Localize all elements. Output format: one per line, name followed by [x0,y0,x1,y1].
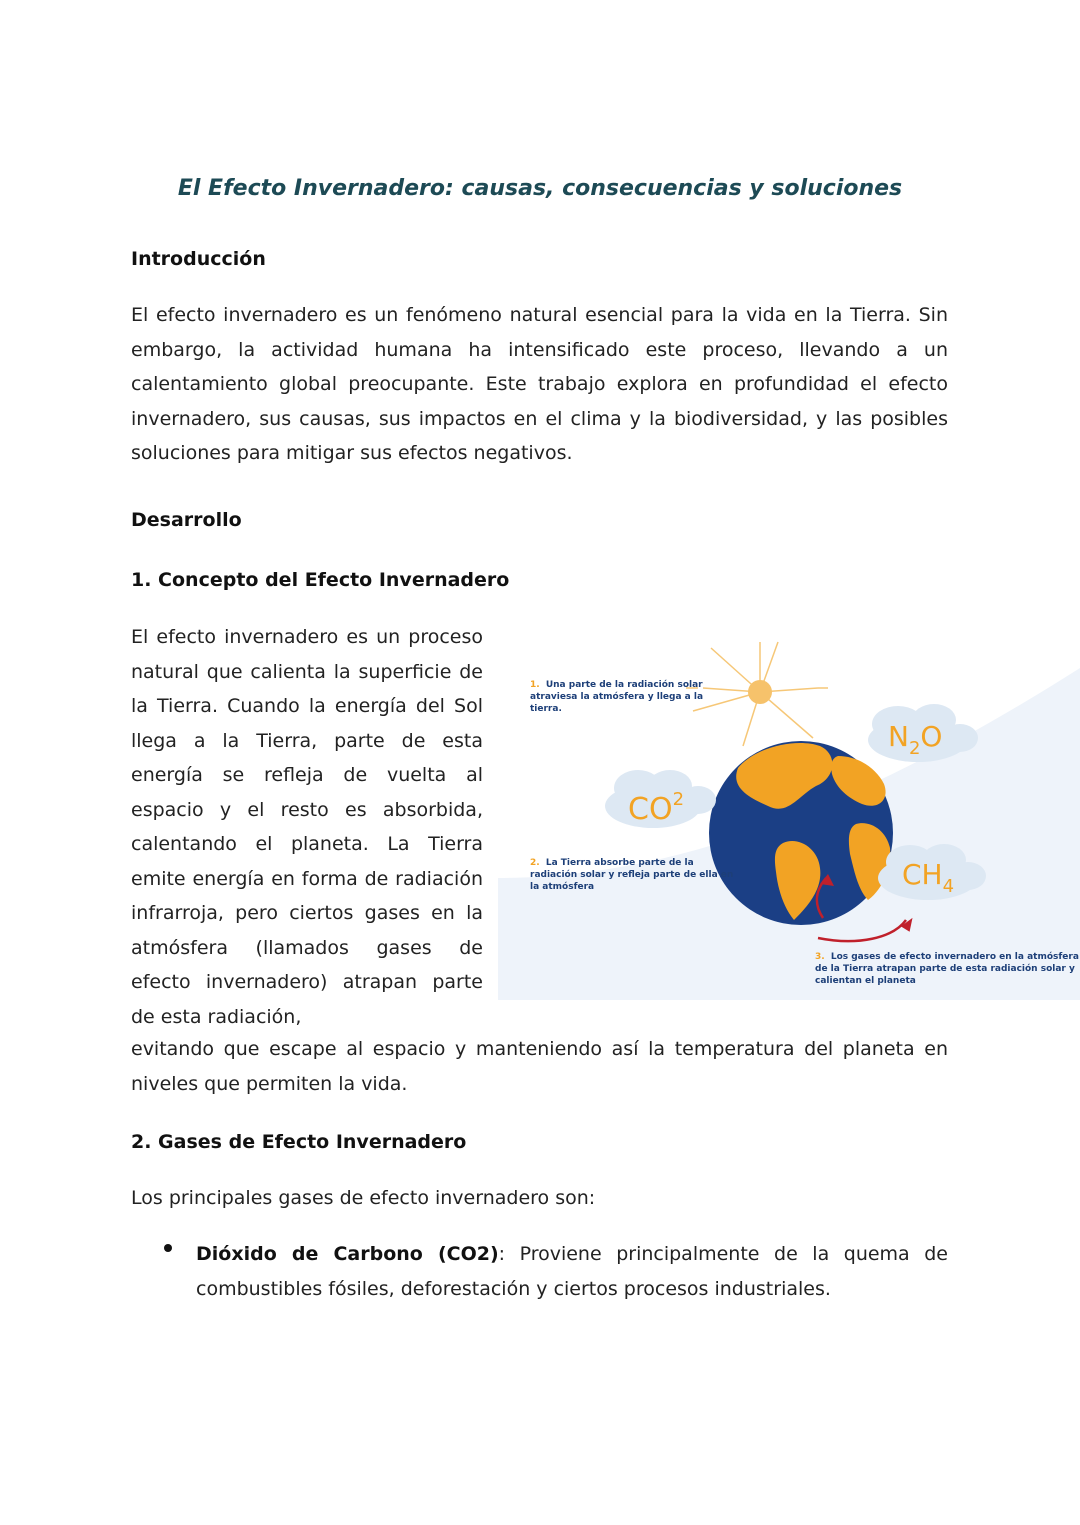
figure-caption-3: 3. Los gases de efecto invernadero en la atmósfera [815,952,1079,962]
section1-heading: 1. Concepto del Efecto Invernadero [131,569,510,591]
gas-co2-label: $CO^2$ [628,789,685,827]
gas-description: : Proviene principalmente de la quema de combustibles fósiles, deforestación y ciertos procesos industriales. [196,1243,948,1300]
figure-caption-2-line3: la atmósfera [530,882,595,892]
gas-n2o-label: $N_2O$ [888,720,943,759]
section2-lead: Los principales gases de efecto invernadero son: [131,1187,596,1209]
figure-caption-3-line2: de la Tierra atrapan parte de esta radiación solar y [815,964,1075,974]
intro-heading: Introducción [131,248,266,270]
section1-paragraph-wrapped: El efecto invernadero es un proceso natural que calienta la superficie de la Tierra. Cuando la energía del Sol llega a la Tierra, parte de esta energía se refleja de vuelta al espacio y el resto es absorbida, calentando el planeta. La Tierra emite energía en forma de radiación infrarroja, pero ciertos gases en la atmósfera (llamados gases de efecto invernadero) atrapan parte de esta radiación, [131,626,483,1028]
figure-caption-2: 2. La Tierra absorbe parte de la [530,858,694,868]
sun-icon [748,680,772,704]
development-heading: Desarrollo [131,509,242,531]
figure-caption-1: 1. Una parte de la radiación solar [530,680,703,690]
document-title: El Efecto Invernadero: causas, consecuencias y soluciones [177,176,903,201]
section2-heading: 2. Gases de Efecto Invernadero [131,1131,467,1153]
figure-caption-1-line3: tierra. [530,704,562,714]
intro-paragraph: El efecto invernadero es un fenómeno natural esencial para la vida en la Tierra. Sin embargo, la actividad humana ha intensificado este proceso, llevando a un calentamiento global preocupante. Este trabajo explora en profundidad el efecto invernadero, sus causas, sus impactos en el clima y la biodiversidad, y las posibles soluciones para mitigar sus efectos negativos. [131,304,948,464]
gas-ch4-label: $CH_4$ [902,858,955,897]
bullet-dot [164,1244,172,1252]
earth-globe [709,741,893,925]
figure-caption-2-line2: radiación solar y refleja parte de ella en [530,870,734,880]
greenhouse-effect-figure [498,628,1080,1000]
figure-caption-3-line3: calientan el planeta [815,976,916,986]
gas-term: Dióxido de Carbono (CO2) [196,1243,499,1265]
gas-list-item [196,1237,948,1306]
section1-paragraph-continued: evitando que escape al espacio y manteniendo así la temperatura del planeta en niveles que permiten la vida. [131,1038,948,1095]
figure-caption-1-line2: atraviesa la atmósfera y llega a la [530,692,704,702]
